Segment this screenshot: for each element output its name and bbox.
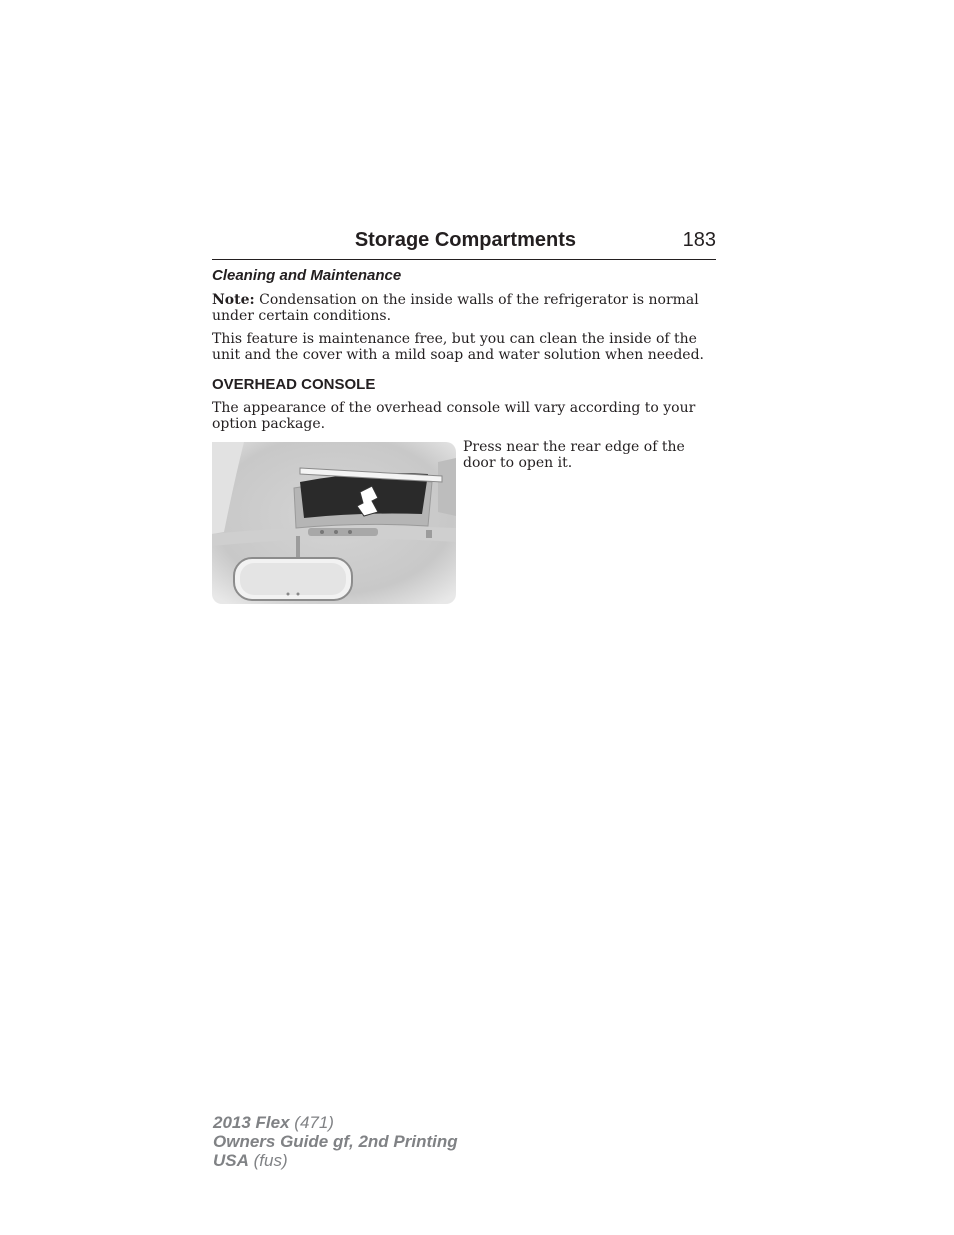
footer-guide: Owners Guide gf, 2nd Printing — [213, 1132, 458, 1151]
note-label: Note: — [212, 292, 255, 308]
light-button — [348, 530, 352, 534]
visor-clip — [438, 458, 456, 516]
instruction-text: Press near the rear edge of the door to open it. — [463, 439, 685, 471]
footer-region-line — [213, 1151, 458, 1170]
overhead-console-illustration — [212, 442, 456, 604]
overhead-console-heading: OVERHEAD CONSOLE — [212, 376, 376, 393]
grab-handle-clip — [426, 530, 432, 538]
page-header — [212, 229, 716, 260]
note-text: Condensation on the inside walls of the refrigerator is normal under certain conditions. — [212, 292, 699, 324]
footer-region: USA — [213, 1151, 249, 1170]
footer-model-line — [213, 1113, 458, 1132]
light-button — [334, 530, 338, 534]
footer-region-code: (fus) — [248, 1151, 288, 1170]
page-footer — [213, 1113, 458, 1170]
maintenance-paragraph: This feature is maintenance free, but you can clean the inside of the unit and the cover with a mild soap and water solution when needed. — [212, 331, 704, 363]
mirror-stem — [296, 536, 300, 558]
page-title: Storage Compartments — [354, 229, 576, 251]
footer-model-code: (471) — [289, 1113, 334, 1132]
footer-model: 2013 Flex — [213, 1113, 290, 1132]
cleaning-heading: Cleaning and Maintenance — [212, 267, 402, 284]
note-paragraph — [212, 292, 716, 324]
light-button — [320, 530, 324, 534]
console-paragraph: The appearance of the overhead console will vary according to your option package. — [212, 400, 696, 432]
mirror-button — [287, 593, 290, 596]
map-light-panel — [308, 528, 378, 536]
page-number: 183 — [682, 229, 716, 251]
console-illustration-svg — [212, 442, 456, 604]
mirror-button — [297, 593, 300, 596]
mirror-glass — [240, 563, 346, 595]
